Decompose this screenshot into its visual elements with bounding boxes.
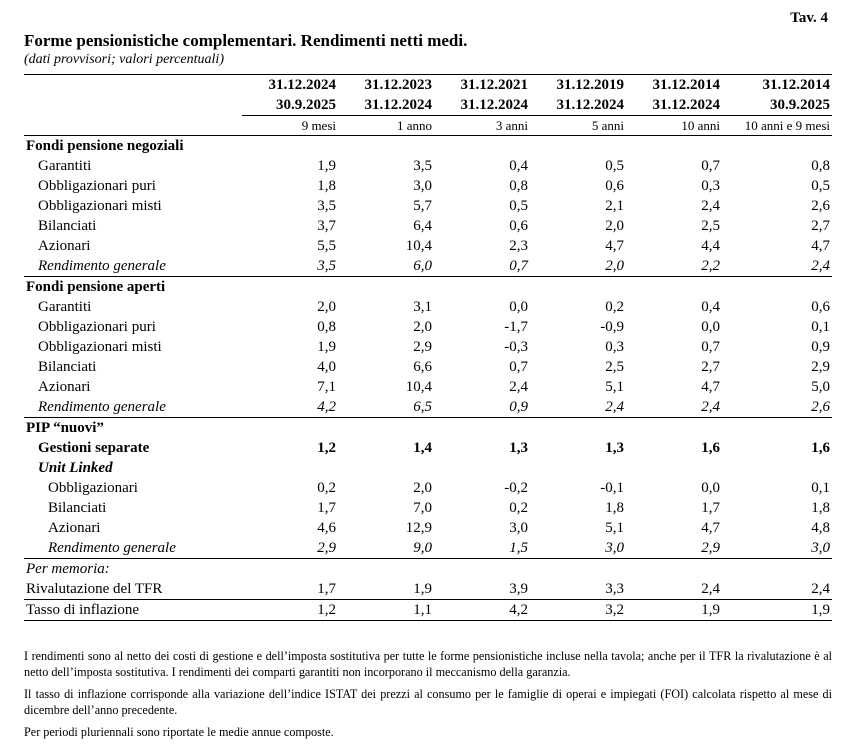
row-label: Rendimento generale	[24, 397, 242, 418]
column-to-date: 31.12.2024	[556, 97, 624, 113]
value-cell: 3,7	[317, 218, 336, 234]
column-to-date: 31.12.2024	[460, 97, 528, 113]
row-label: Bilanciati	[48, 500, 107, 516]
value-cell: 4,6	[317, 520, 336, 536]
value-cell: 2,7	[701, 359, 720, 375]
value-cell: 2,4	[701, 581, 720, 597]
value-cell: 1,8	[317, 178, 336, 194]
value-cell: 4,7	[701, 379, 720, 395]
value-cell: 0,8	[317, 319, 336, 335]
value-cell: 2,0	[317, 299, 336, 315]
unit-linked-label: Unit Linked	[38, 460, 113, 476]
value-cell: 3,2	[530, 600, 626, 621]
value-cell: 2,3	[509, 238, 528, 254]
value-cell: 1,8	[811, 500, 830, 516]
column-from-date: 31.12.2019	[530, 75, 626, 96]
table-number: Tav. 4	[790, 10, 828, 26]
row-label: Bilanciati	[38, 218, 97, 234]
value-cell: 0,4	[509, 158, 528, 174]
header-corner	[24, 75, 242, 96]
value-cell: 1,6	[701, 440, 720, 456]
row-label: Bilanciati	[38, 359, 97, 375]
value-cell: 2,2	[626, 256, 722, 277]
row-label: Rendimento generale	[48, 540, 176, 556]
value-cell: 1,1	[338, 600, 434, 621]
value-cell: 0,8	[509, 178, 528, 194]
value-cell: 4,2	[434, 600, 530, 621]
value-cell: 3,0	[509, 520, 528, 536]
table-subtitle: (dati provvisori; valori percentuali)	[24, 52, 224, 67]
value-cell: 3,5	[413, 158, 432, 174]
value-cell: 1,2	[317, 440, 336, 456]
section-memoria	[24, 559, 832, 580]
row-label: Tasso di inflazione	[24, 600, 242, 621]
value-cell: 1,3	[605, 440, 624, 456]
value-cell: 12,9	[405, 520, 432, 536]
value-cell: 3,3	[605, 581, 624, 597]
value-cell: 0,8	[811, 158, 830, 174]
value-cell: 1,7	[317, 500, 336, 516]
value-cell: 5,5	[317, 238, 336, 254]
header-corner	[24, 95, 242, 116]
value-cell: 2,0	[605, 218, 624, 234]
value-cell: 3,0	[413, 178, 432, 194]
value-cell: 1,5	[434, 538, 530, 559]
value-cell: 4,2	[242, 397, 338, 418]
value-cell: 4,7	[605, 238, 624, 254]
section-aperti	[24, 277, 832, 298]
value-cell: 5,1	[605, 520, 624, 536]
value-cell: 7,0	[413, 500, 432, 516]
row-label: Obbligazionari puri	[38, 319, 156, 335]
column-from-date: 31.12.2021	[434, 75, 530, 96]
value-cell: 1,3	[509, 440, 528, 456]
value-cell: 0,6	[605, 178, 624, 194]
value-cell: 2,4	[530, 397, 626, 418]
value-cell: 2,4	[722, 256, 832, 277]
value-cell: 0,5	[811, 178, 830, 194]
value-cell: 0,9	[434, 397, 530, 418]
value-cell: 2,9	[242, 538, 338, 559]
column-period: 9 mesi	[242, 116, 338, 136]
row-label: Rendimento generale	[24, 256, 242, 277]
row-label: Obbligazionari misti	[38, 339, 162, 355]
value-cell: 0,0	[701, 319, 720, 335]
value-cell: 0,3	[605, 339, 624, 355]
column-period: 1 anno	[338, 116, 434, 136]
value-cell: 3,9	[509, 581, 528, 597]
value-cell: 0,1	[811, 480, 830, 496]
value-cell: 6,6	[413, 359, 432, 375]
value-cell: 3,5	[317, 198, 336, 214]
value-cell: 4,0	[317, 359, 336, 375]
value-cell: 1,7	[317, 581, 336, 597]
header-row-period	[24, 116, 832, 136]
value-cell: 2,0	[530, 256, 626, 277]
value-cell: 4,7	[811, 238, 830, 254]
note-3: Per periodi pluriennali sono riportate le medie annue composte.	[24, 725, 334, 739]
value-cell: 2,1	[605, 198, 624, 214]
unit-linked-row	[24, 458, 832, 478]
table-row	[24, 498, 832, 518]
value-cell: 0,6	[811, 299, 830, 315]
value-cell: 6,5	[338, 397, 434, 418]
table-row	[24, 297, 832, 317]
value-cell: 1,7	[701, 500, 720, 516]
row-label: Azionari	[38, 379, 91, 395]
value-cell: 9,0	[338, 538, 434, 559]
value-cell: 0,2	[605, 299, 624, 315]
row-label: Azionari	[48, 520, 101, 536]
value-cell: 1,6	[811, 440, 830, 456]
value-cell: -0,1	[600, 480, 624, 496]
value-cell: 1,9	[413, 581, 432, 597]
table-row	[24, 216, 832, 236]
value-cell: 2,4	[701, 198, 720, 214]
row-label: Garantiti	[38, 158, 92, 174]
value-cell: 5,0	[811, 379, 830, 395]
table-row	[24, 236, 832, 256]
value-cell: 2,0	[413, 319, 432, 335]
value-cell: 3,5	[242, 256, 338, 277]
section-negoziali-label: Fondi pensione negoziali	[26, 138, 184, 154]
column-from-date: 31.12.2023	[338, 75, 434, 96]
column-period: 10 anni e 9 mesi	[722, 116, 832, 136]
table-row	[24, 377, 832, 397]
value-cell: 4,8	[811, 520, 830, 536]
column-from-date: 31.12.2014	[626, 75, 722, 96]
row-label: Azionari	[38, 238, 91, 254]
table-row	[24, 156, 832, 176]
value-cell: 1,9	[722, 600, 832, 621]
table-row	[24, 176, 832, 196]
value-cell: 5,7	[413, 198, 432, 214]
value-cell: -0,3	[504, 339, 528, 355]
value-cell: 2,9	[413, 339, 432, 355]
table-title: Forme pensionistiche complementari. Rendimenti netti medi.	[24, 31, 468, 50]
section-pip	[24, 418, 832, 439]
section-memoria-label: Per memoria:	[24, 559, 832, 580]
value-cell: 2,5	[701, 218, 720, 234]
value-cell: 2,9	[626, 538, 722, 559]
row-label: Gestioni separate	[38, 440, 150, 456]
value-cell: 7,1	[317, 379, 336, 395]
value-cell: 0,6	[509, 218, 528, 234]
value-cell: 1,4	[413, 440, 432, 456]
value-cell: 0,2	[317, 480, 336, 496]
value-cell: 2,5	[605, 359, 624, 375]
table-row	[24, 600, 832, 621]
value-cell: 0,7	[701, 158, 720, 174]
value-cell: 2,4	[626, 397, 722, 418]
section-pip-label: PIP “nuovi”	[24, 418, 832, 439]
column-to-date: 31.12.2024	[364, 97, 432, 113]
table-notes	[24, 648, 832, 746]
value-cell: 0,0	[701, 480, 720, 496]
value-cell: -1,7	[504, 319, 528, 335]
table-row	[24, 397, 832, 418]
section-negoziali	[24, 136, 832, 157]
header-corner	[24, 116, 242, 136]
value-cell: 3,1	[413, 299, 432, 315]
value-cell: 0,9	[811, 339, 830, 355]
value-cell: 4,4	[701, 238, 720, 254]
value-cell: 1,2	[242, 600, 338, 621]
value-cell: 10,4	[405, 379, 432, 395]
row-label: Obbligazionari	[48, 480, 138, 496]
row-label: Obbligazionari puri	[38, 178, 156, 194]
header-row-to	[24, 95, 832, 116]
column-period: 5 anni	[530, 116, 626, 136]
column-period: 3 anni	[434, 116, 530, 136]
header-row-from	[24, 75, 832, 96]
value-cell: 2,0	[413, 480, 432, 496]
value-cell: -0,9	[600, 319, 624, 335]
value-cell: 4,7	[701, 520, 720, 536]
value-cell: 2,6	[811, 198, 830, 214]
value-cell: 1,9	[317, 158, 336, 174]
value-cell: 1,9	[626, 600, 722, 621]
row-label: Garantiti	[38, 299, 92, 315]
value-cell: 2,4	[509, 379, 528, 395]
value-cell: 3,0	[530, 538, 626, 559]
table-row	[24, 438, 832, 458]
table-row	[24, 337, 832, 357]
note-2: Il tasso di inflazione corrisponde alla variazione dell’indice ISTAT dei prezzi al consumo per le famiglie di operai e impiegati (FOI) calcolata rispetto al mese di dicembre dell’anno precedente.	[24, 687, 832, 717]
column-to-date: 30.9.2025	[770, 97, 830, 113]
value-cell: 2,6	[722, 397, 832, 418]
value-cell: 0,7	[509, 359, 528, 375]
value-cell: 0,7	[434, 256, 530, 277]
row-label: Obbligazionari misti	[38, 198, 162, 214]
value-cell: 0,4	[701, 299, 720, 315]
value-cell: 2,4	[811, 581, 830, 597]
table-row	[24, 196, 832, 216]
value-cell: 0,3	[701, 178, 720, 194]
value-cell: 2,9	[811, 359, 830, 375]
column-from-date: 31.12.2014	[722, 75, 832, 96]
value-cell: 2,7	[811, 218, 830, 234]
table-row	[24, 538, 832, 559]
value-cell: 0,5	[605, 158, 624, 174]
column-to-date: 30.9.2025	[276, 97, 336, 113]
note-1: I rendimenti sono al netto dei costi di gestione e dell’imposta sostitutiva per tutte le forme pensionistiche incluse nella tavola; anche per il TFR la rivalutazione è al netto dell’imposta sostitutiva. I rendimenti dei comparti garantiti non incorporano il meccanismo della garanzia.	[24, 649, 832, 679]
row-label: Rivalutazione del TFR	[26, 581, 163, 597]
value-cell: 6,4	[413, 218, 432, 234]
value-cell: 1,8	[605, 500, 624, 516]
returns-table	[24, 74, 832, 621]
value-cell: 6,0	[338, 256, 434, 277]
value-cell: 0,5	[509, 198, 528, 214]
table-row	[24, 579, 832, 600]
value-cell: 1,9	[317, 339, 336, 355]
value-cell: 0,0	[509, 299, 528, 315]
value-cell: 10,4	[405, 238, 432, 254]
value-cell: 0,7	[701, 339, 720, 355]
table-row	[24, 317, 832, 337]
column-from-date: 31.12.2024	[242, 75, 338, 96]
table-row	[24, 518, 832, 538]
column-period: 10 anni	[626, 116, 722, 136]
value-cell: -0,2	[504, 480, 528, 496]
column-to-date: 31.12.2024	[652, 97, 720, 113]
table-row	[24, 256, 832, 277]
value-cell: 3,0	[722, 538, 832, 559]
value-cell: 0,1	[811, 319, 830, 335]
section-aperti-label: Fondi pensione aperti	[24, 277, 832, 298]
value-cell: 0,2	[509, 500, 528, 516]
table-row	[24, 478, 832, 498]
table-row	[24, 357, 832, 377]
value-cell: 5,1	[605, 379, 624, 395]
